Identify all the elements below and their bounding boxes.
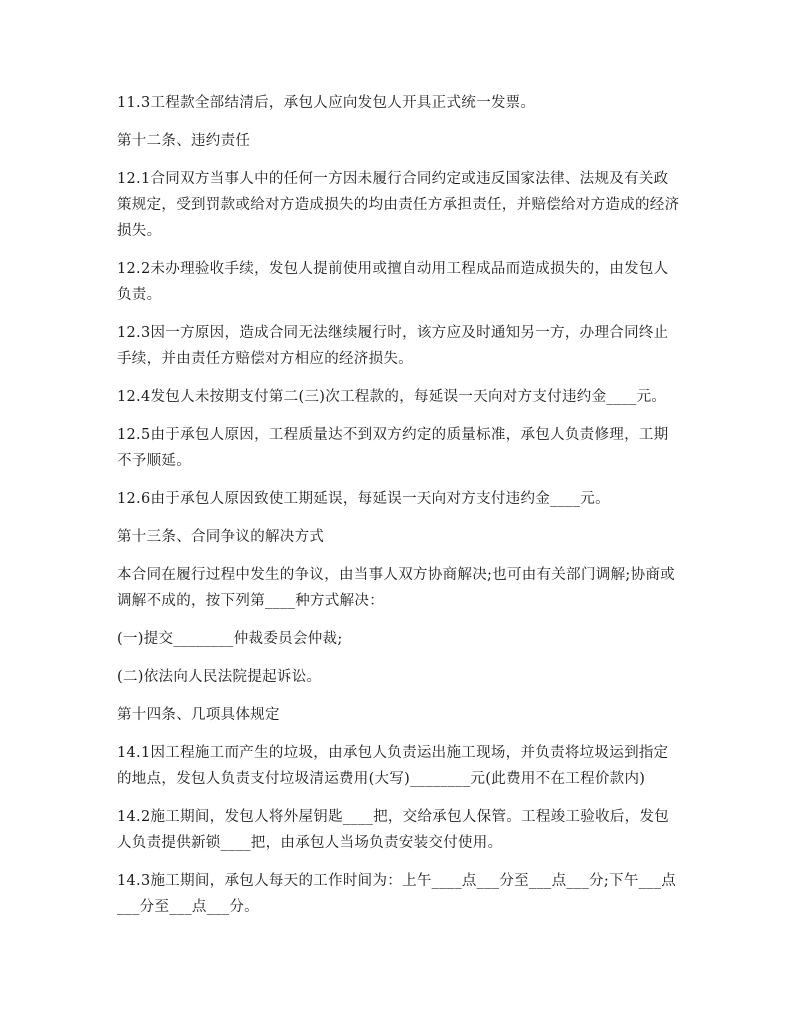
paragraph-11-3: 11.3工程款全部结清后，承包人应向发包人开具正式统一发票。	[117, 95, 536, 111]
paragraph-12-5: 12.5由于承包人原因，工程质量达不到双方约定的质量标准，承包人负责修理，工期不予顺延。	[117, 427, 669, 469]
heading-article-14: 第十四条、几项具体规定	[117, 707, 280, 723]
paragraph-12-3: 12.3因一方原因，造成合同无法继续履行时，该方应及时通知另一方，办理合同终止手续，并由责任方赔偿对方相应的经济损失。	[117, 325, 669, 367]
paragraph-12-2: 12.2未办理验收手续，发包人提前使用或擅自动用工程成品而造成损失的，由发包人负责。	[117, 261, 669, 303]
paragraph-12-4: 12.4发包人未按期支付第二(三)次工程款的，每延误一天向对方支付违约金____元。	[117, 389, 667, 405]
paragraph-14-2: 14.2施工期间，发包人将外屋钥匙____把，交给承包人保管。工程竣工验收后，发包人负责提供新锁____把，由承包人当场负责安装交付使用。	[117, 809, 670, 851]
heading-article-13: 第十三条、合同争议的解决方式	[117, 529, 325, 545]
document-page	[117, 90, 683, 932]
paragraph-14-1: 14.1因工程施工而产生的垃圾，由承包人负责运出施工现场，并负责将垃圾运到指定的地点，发包人负责支付垃圾清运费用(大写)________元(此费用不在工程价款内)	[117, 745, 669, 787]
paragraph-12-1: 12.1合同双方当事人中的任何一方因未履行合同约定或违反国家法律、法规及有关政策规定，受到罚款或给对方造成损失的均由责任方承担责任，并赔偿给对方造成的经济损失。	[117, 171, 680, 239]
paragraph-option-2: (二)依法向人民法院提起诉讼。	[117, 669, 322, 685]
paragraph-option-1: (一)提交________仲裁委员会仲裁;	[117, 631, 343, 647]
paragraph-dispute-resolution: 本合同在履行过程中发生的争议，由当事人双方协商解决;也可由有关部门调解;协商或调解不成的，按下列第____种方式解决：	[117, 567, 675, 609]
paragraph-14-3: 14.3施工期间，承包人每天的工作时间为：上午____点___分至___点___分;下午___点___分至___点___分。	[117, 873, 677, 915]
heading-article-12: 第十二条、违约责任	[117, 133, 251, 149]
paragraph-12-6: 12.6由于承包人原因致使工期延误，每延误一天向对方支付违约金____元。	[117, 491, 610, 507]
